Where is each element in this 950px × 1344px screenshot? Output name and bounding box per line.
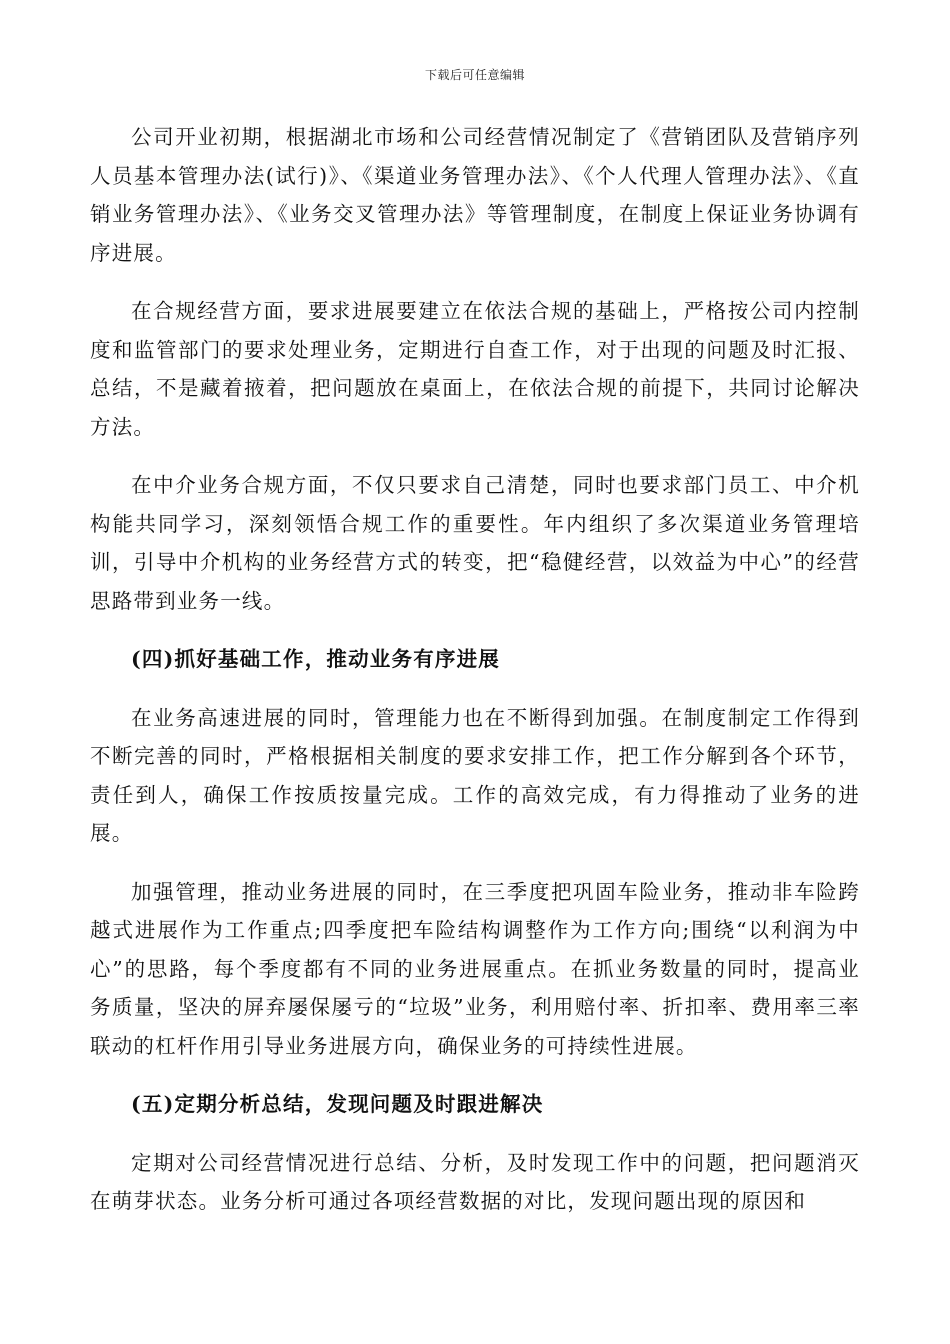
document-body	[90, 118, 860, 1241]
paragraph-1: 公司开业初期，根据湖北市场和公司经营情况制定了《营销团队及营销序列人员基本管理办法(试行)》、《渠道业务管理办法》、《个人代理人管理办法》、《直销业务管理办法》、《业务交叉管理办法》等管理制度，在制度上保证业务协调有序进展。	[90, 125, 860, 265]
paragraph-2: 在合规经营方面，要求进展要建立在依法合规的基础上，严格按公司内控制度和监管部门的要求处理业务，定期进行自查工作，对于出现的问题及时汇报、总结，不是藏着掖着，把问题放在桌面上，在依法合规的前提下，共同讨论解决方法。	[90, 299, 860, 439]
page-header: 下载后可任意编辑	[424, 68, 525, 82]
paragraph-6: 定期对公司经营情况进行总结、分析，及时发现工作中的问题，把问题消灭在萌芽状态。业务分析可通过各项经营数据的对比，发现问题出现的原因和	[90, 1150, 860, 1213]
section-heading-4: (四)抓好基础工作，推动业务有序进展	[131, 647, 500, 671]
paragraph-4: 在业务高速进展的同时，管理能力也在不断得到加强。在制度制定工作得到不断完善的同时，严格根据相关制度的要求安排工作，把工作分解到各个环节，责任到人，确保工作按质按量完成。工作的高效完成，有力得推动了业务的进展。	[90, 705, 860, 845]
section-heading-5: (五)定期分析总结，发现问题及时跟进解决	[131, 1092, 544, 1116]
paragraph-3: 在中介业务合规方面，不仅只要求自己清楚，同时也要求部门员工、中介机构能共同学习，深刻领悟合规工作的重要性。年内组织了多次渠道业务管理培训，引导中介机构的业务经营方式的转变，把“稳健经营，以效益为中心”的经营思路带到业务一线。	[90, 473, 860, 613]
paragraph-5: 加强管理，推动业务进展的同时，在三季度把巩固车险业务，推动非车险跨越式进展作为工作重点;四季度把车险结构调整作为工作方向;围绕“以利润为中心”的思路，每个季度都有不同的业务进展重点。在抓业务数量的同时，提高业务质量，坚决的屏弃屡保屡亏的“垃圾”业务，利用赔付率、折扣率、费用率三率联动的杠杆作用引导业务进展方向，确保业务的可持续性进展。	[90, 879, 860, 1058]
